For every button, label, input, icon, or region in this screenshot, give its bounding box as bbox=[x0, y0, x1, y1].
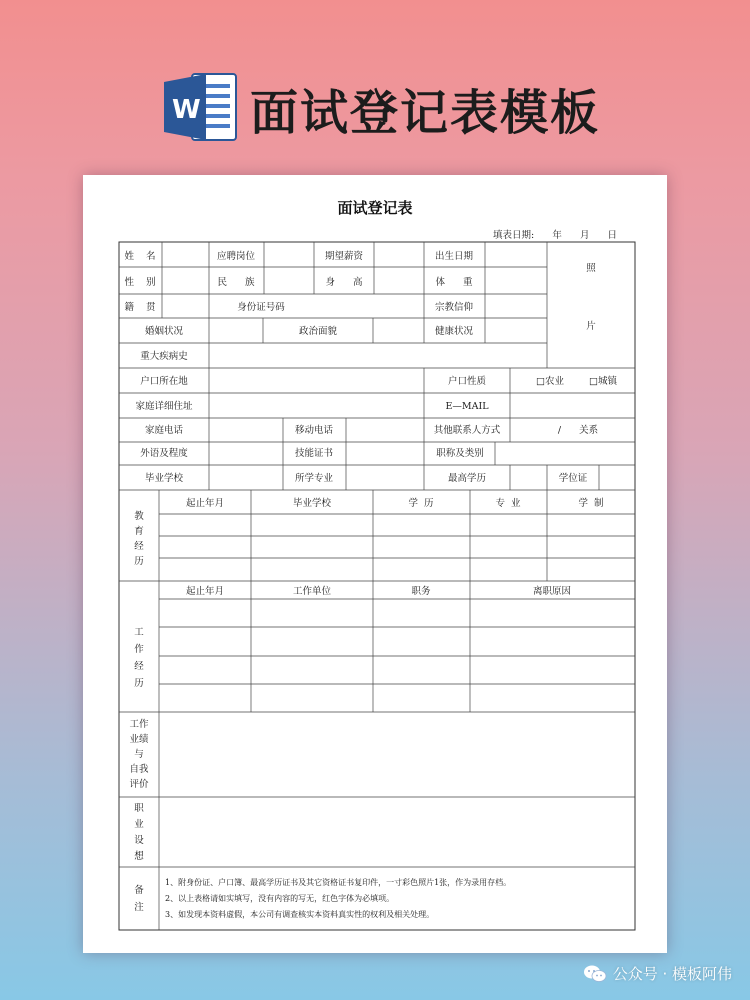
wechat-icon bbox=[583, 964, 607, 984]
side-notes-2: 注 bbox=[134, 902, 144, 913]
label-title: 职称及类别 bbox=[436, 448, 484, 459]
watermark bbox=[583, 963, 732, 984]
side-work-3: 经 bbox=[134, 661, 144, 672]
banner bbox=[0, 68, 750, 146]
label-mobile: 移动电话 bbox=[294, 425, 334, 436]
label-birth-date: 出生日期 bbox=[434, 251, 474, 262]
option-town: □城镇 bbox=[589, 376, 617, 387]
label-religion: 宗教信仰 bbox=[434, 302, 474, 313]
edu-header-major: 专 业 bbox=[495, 498, 521, 509]
edu-header-duration: 学 制 bbox=[578, 498, 604, 509]
label-other-contact: 其他联系人方式 bbox=[433, 425, 501, 436]
label-name: 姓 名 bbox=[124, 251, 156, 262]
side-eval-3: 与 bbox=[134, 749, 144, 760]
work-header-position: 职务 bbox=[411, 586, 431, 597]
label-hukou-type: 户口性质 bbox=[447, 376, 487, 387]
label-major: 所学专业 bbox=[294, 473, 334, 484]
label-origin: 籍 贯 bbox=[124, 302, 156, 313]
label-ethnicity: 民 族 bbox=[217, 277, 255, 288]
side-education-3: 经 bbox=[134, 541, 144, 552]
label-disease: 重大疾病史 bbox=[140, 351, 188, 362]
side-notes-1: 备 bbox=[134, 885, 144, 896]
side-eval-1: 工作 bbox=[129, 719, 149, 730]
label-photo-2: 片 bbox=[586, 321, 596, 332]
label-health: 健康状况 bbox=[434, 326, 474, 337]
side-education-2: 育 bbox=[134, 526, 144, 537]
side-education-4: 历 bbox=[134, 556, 144, 567]
label-marital: 婚姻状况 bbox=[144, 326, 184, 337]
banner-title: 面试登记表模板 bbox=[250, 85, 601, 141]
label-degree: 学位证 bbox=[558, 473, 588, 484]
label-height: 身 高 bbox=[325, 277, 363, 288]
side-eval-4: 自我 bbox=[129, 764, 149, 775]
interview-form-table bbox=[83, 175, 667, 953]
edu-header-period: 起止年月 bbox=[185, 498, 225, 509]
side-education-1: 教 bbox=[134, 511, 144, 522]
work-header-company: 工作单位 bbox=[292, 586, 332, 597]
side-eval-2: 业绩 bbox=[129, 734, 149, 745]
side-career-2: 业 bbox=[134, 819, 144, 830]
label-email: E—MAIL bbox=[445, 401, 489, 412]
side-career-4: 想 bbox=[134, 851, 144, 862]
work-header-leave-reason: 离职原因 bbox=[532, 586, 572, 597]
note-line-3: 3、如发现本资料虚假，本公司有调查核实本资料真实性的权利及相关处理。 bbox=[165, 910, 435, 919]
watermark-text: 公众号 · 模板阿伟 bbox=[612, 965, 732, 983]
label-address: 家庭详细住址 bbox=[135, 401, 193, 412]
side-career-1: 职 bbox=[134, 803, 144, 814]
label-school: 毕业学校 bbox=[144, 473, 184, 484]
document-title: 面试登记表 bbox=[337, 199, 413, 217]
label-edu-level: 最高学历 bbox=[447, 473, 487, 484]
label-salary: 期望薪资 bbox=[324, 251, 364, 262]
label-id-number: 身份证号码 bbox=[237, 302, 285, 313]
svg-text:W: W bbox=[172, 95, 201, 125]
label-weight: 体 重 bbox=[435, 277, 473, 288]
fill-date-label: 填表日期: 年 月 日 bbox=[493, 230, 618, 241]
label-home-phone: 家庭电话 bbox=[144, 425, 184, 436]
side-work-4: 历 bbox=[134, 678, 144, 689]
option-agriculture: □农业 bbox=[536, 376, 564, 387]
work-header-period: 起止年月 bbox=[185, 586, 225, 597]
label-political: 政治面貌 bbox=[298, 326, 338, 337]
note-line-2: 2、以上表格请如实填写，没有内容的写无，红色字体为必填项。 bbox=[165, 894, 395, 903]
label-position: 应聘岗位 bbox=[216, 251, 256, 262]
edu-header-degree: 学 历 bbox=[408, 498, 434, 509]
label-language: 外语及程度 bbox=[140, 448, 188, 459]
label-relation: / 关系 bbox=[557, 425, 599, 436]
label-photo-1: 照 bbox=[586, 263, 596, 274]
label-skills: 技能证书 bbox=[294, 448, 334, 459]
document-page bbox=[83, 175, 667, 953]
word-logo-icon bbox=[162, 70, 240, 144]
side-work-2: 作 bbox=[134, 644, 144, 655]
side-career-3: 设 bbox=[134, 835, 144, 846]
label-hukou-place: 户口所在地 bbox=[140, 376, 188, 387]
label-gender: 性 别 bbox=[124, 277, 156, 288]
note-line-1: 1、附身份证、户口簿、最高学历证书及其它资格证书复印件，一寸彩色照片1张，作为录用存档。 bbox=[165, 878, 512, 887]
edu-header-school: 毕业学校 bbox=[292, 498, 332, 509]
side-eval-5: 评价 bbox=[129, 779, 149, 790]
side-work-1: 工 bbox=[134, 627, 144, 638]
